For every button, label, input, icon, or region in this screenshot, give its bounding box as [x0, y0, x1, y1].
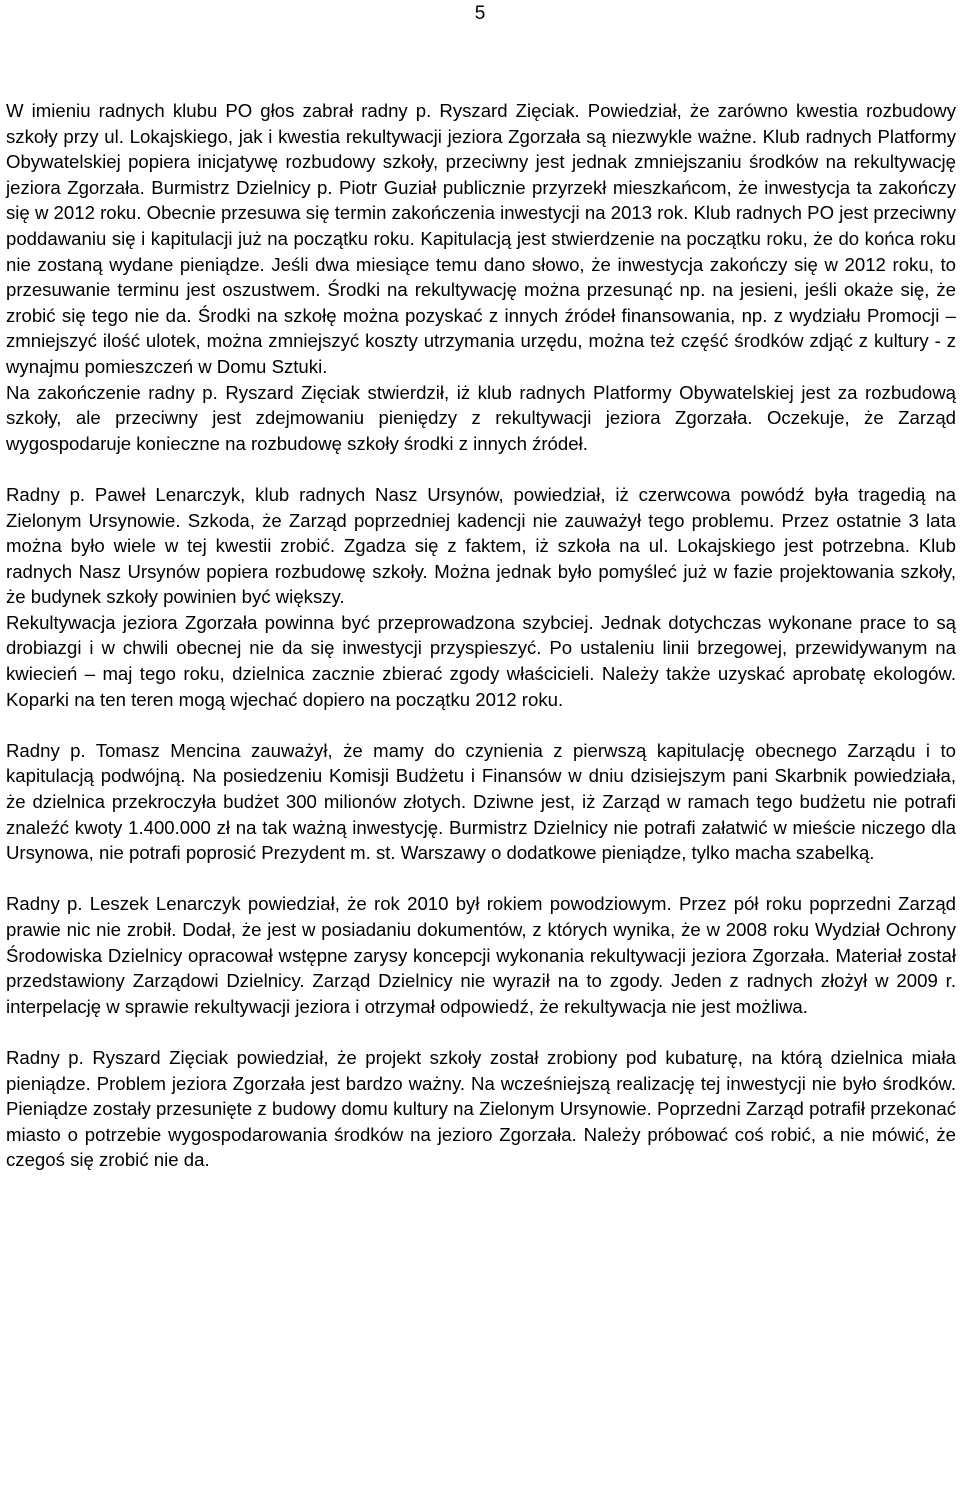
- paragraph-lake-reclamation: Rekultywacja jeziora Zgorzała powinna być przeprowadzona szybciej. Jednak dotychczas wykonane prace to są drobiazgi i w chwili obecnej nie da się inwestycji przyspieszyć. Po ustaleniu linii brzegowej, przewidywanym na kwiecień – maj tego roku, dzielnica zacznie zbierać zgody właścicieli. Należy także uzyskać aprobatę ekologów. Koparki na ten teren mogą wjechać dopiero na początku 2012 roku.: [6, 611, 956, 710]
- paragraph-lenarczyk-statement: Radny p. Paweł Lenarczyk, klub radnych Nasz Ursynów, powiedział, iż czerwcowa powódź była tragedią na Zielonym Ursynowie. Szkoda, że Zarząd poprzedniej kadencji nie zauważył tego problemu. Przez ostatnie 3 lata można było wiele w tej kwestii zrobić. Zgadza się z faktem, iż szkoła na ul. Lokajskiego jest potrzebna. Klub radnych Nasz Ursynów popiera rozbudowę szkoły. Można jednak było pomyśleć już w fazie projektowania szkoły, że budynek szkoły powinien być większy.: [6, 483, 956, 608]
- paragraph-mencina-statement: Radny p. Tomasz Mencina zauważył, że mamy do czynienia z pierwszą kapitulację obecnego Zarządu i to kapitulacją podwójną. Na posiedzeniu Komisji Budżetu i Finansów w dniu dzisiejszym pani Skarbnik powiedziała, że dzielnica przekroczyła budżet 300 milionów złotych. Dziwne jest, iż Zarząd w ramach tego budżetu nie potrafi znaleźć kwoty 1.400.000 zł na tak ważną inwestycję. Burmistrz Dzielnicy nie potrafi załatwić w mieście niczego dla Ursynowa, nie potrafi poprosić Prezydent m. st. Warszawy o dodatkowe pieniądze, tylko macha szabelką.: [6, 739, 956, 864]
- paragraph-po-club-conclusion: Na zakończenie radny p. Ryszard Zięciak stwierdził, iż klub radnych Platformy Obywatelskiej jest za rozbudową szkoły, ale przeciwny jest zdejmowaniu pieniędzy z rekultywacji jeziora Zgorzała. Oczekuje, że Zarząd wygospodaruje konieczne na rozbudowę szkoły środki z innych źródeł.: [6, 381, 956, 454]
- paragraph-leszek-lenarczyk-statement: Radny p. Leszek Lenarczyk powiedział, że rok 2010 był rokiem powodziowym. Przez pół roku poprzedni Zarząd prawie nic nie zrobił. Dodał, że jest w posiadaniu dokumentów, z których wynika, że w 2008 roku Wydział Ochrony Środowiska Dzielnicy opracował wstępne zarysy koncepcji wykonania rekultywacji jeziora Zgorzała. Materiał został przedstawiony Zarządowi Dzielnicy. Zarząd Dzielnicy nie wyraził na to zgody. Jeden z radnych złożył w 2009 r. interpelację w sprawie rekultywacji jeziora i otrzymał odpowiedź, że rekultywacja nie jest możliwa.: [6, 893, 956, 1017]
- paragraph-po-club-statement: W imieniu radnych klubu PO głos zabrał radny p. Ryszard Zięciak. Powiedział, że zarówno kwestia rozbudowy szkoły przy ul. Lokajskiego, jak i kwestia rekultywacji jeziora Zgorzała są niezwykle ważne. Klub radnych Platformy Obywatelskiej popiera inicjatywę rozbudowy szkoły, przeciwny jest jednak zmniejszaniu środków na rekultywację jeziora Zgorzała. Burmistrz Dzielnicy p. Piotr Guział publicznie przyrzekł mieszkańcom, że inwestycja ta zakończy się w 2012 roku. Obecnie przesuwa się termin zakończenia inwestycji na 2013 rok. Klub radnych PO jest przeciwny poddawaniu się i kapitulacji już na początku roku. Kapitulacją jest stwierdzenie na początku roku, że do końca roku nie zostaną wydane pieniądze. Jeśli dwa miesiące temu dano słowo, że inwestycja zakończy się w 2012 roku, to przesuwanie terminu jest oszustwem. Środki na rekultywację można przesunąć np. na jesieni, jeśli okaże się, że zrobić się tego nie da. Środki na szkołę można pozyskać z innych źródeł finansowania, np. z wydziału Promocji – zmniejszyć ilość ulotek, można zmniejszyć koszty utrzymania urzędu, można też część środków zdjąć z kultury - z wynajmu pomieszczeń w Domu Sztuki.: [6, 100, 956, 377]
- document-body: [6, 98, 956, 1173]
- page-number: 5: [474, 3, 486, 24]
- paragraph-zieciak-reply: Radny p. Ryszard Zięciak powiedział, że projekt szkoły został zrobiony pod kubaturę, na którą dzielnica miała pieniądze. Problem jeziora Zgorzała jest bardzo ważny. Na wcześniejszą realizację tej inwestycji nie było środków. Pieniądze zostały przesunięte z budowy domu kultury na Zielonym Ursynowie. Poprzedni Zarząd potrafił przekonać miasto o potrzebie wygospodarowania środków na jezioro Zgorzała. Należy próbować coś robić, a nie mówić, że czegoś się zrobić nie da.: [6, 1046, 956, 1171]
